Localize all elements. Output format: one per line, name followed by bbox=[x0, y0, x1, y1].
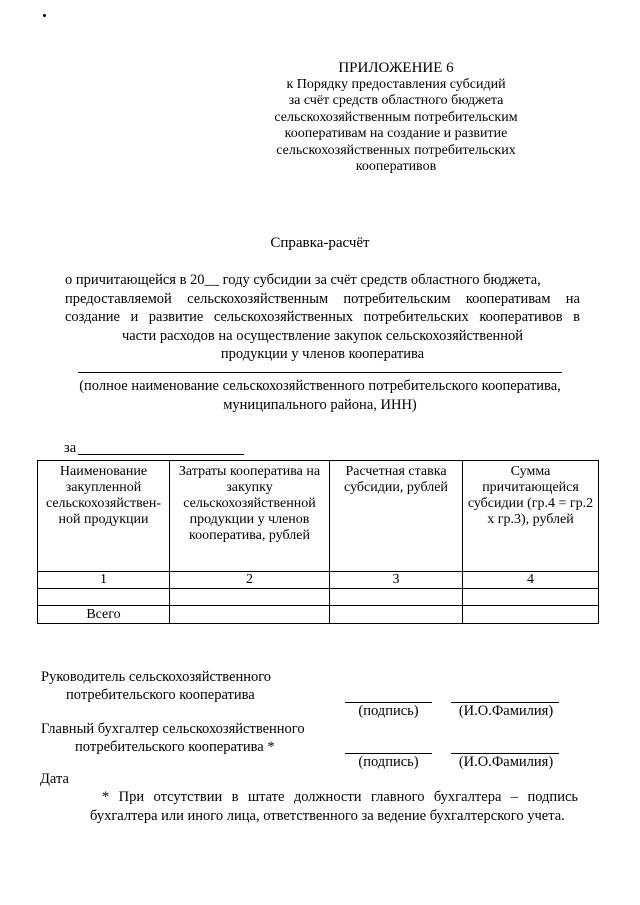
period-field-line[interactable] bbox=[78, 454, 244, 455]
cooperative-name-hint bbox=[0, 377, 640, 414]
appendix-line: к Порядку предоставления субсидий bbox=[286, 76, 506, 92]
appendix-line: сельскохозяйственным потребительским bbox=[274, 109, 518, 125]
table-cell[interactable] bbox=[463, 606, 599, 624]
appendix-header bbox=[258, 60, 534, 176]
column-number-row bbox=[38, 572, 599, 589]
appendix-line: кооперативам на создание и развитие bbox=[284, 126, 508, 141]
document-title: Справка-расчёт bbox=[270, 235, 370, 251]
header-subsidy-amount: Сумма причитающейся субсидии (гр.4 = гр.2 х гр.3), рублей bbox=[463, 461, 599, 572]
accountant-name-caption: (И.О.Фамилия) bbox=[458, 754, 554, 770]
head-title-line: потребительского кооператива bbox=[66, 687, 255, 703]
date-label: Дата bbox=[40, 771, 69, 787]
appendix-line: кооперативов bbox=[355, 159, 437, 174]
table-cell[interactable] bbox=[170, 589, 330, 606]
head-name-caption: (И.О.Фамилия) bbox=[458, 703, 554, 719]
accountant-title-line: Главный бухгалтер сельскохозяйственного bbox=[41, 721, 305, 737]
table-header-row bbox=[38, 461, 599, 572]
column-number: 4 bbox=[463, 572, 599, 589]
footnote bbox=[90, 788, 578, 825]
subject-line: создание и развитие сельскохозяйственных потребительских кооперативов в bbox=[65, 309, 580, 325]
footnote-line: * При отсутствии в штате должности главного бухгалтера – подпись bbox=[102, 789, 578, 805]
accountant-title-line: потребительского кооператива * bbox=[75, 739, 275, 755]
column-number: 1 bbox=[38, 572, 170, 589]
subject-line: части расходов на осуществление закупок сельскохозяйственной bbox=[121, 327, 524, 344]
table-row bbox=[38, 589, 599, 606]
accountant-signatory bbox=[41, 720, 305, 756]
subject-line: о причитающейся в 20__ году субсидии за счёт средств областного бюджета, bbox=[65, 272, 541, 288]
subject-line: продукции у членов кооператива bbox=[220, 346, 425, 362]
accountant-signature-caption: (подпись) bbox=[358, 754, 419, 770]
cooperative-name-line[interactable] bbox=[78, 372, 562, 373]
table-cell[interactable] bbox=[463, 589, 599, 606]
appendix-line: сельскохозяйственных потребительских bbox=[276, 142, 516, 158]
table-cell[interactable] bbox=[38, 589, 170, 606]
scan-speck bbox=[43, 14, 46, 17]
header-purchase-costs: Затраты кооператива на закупку сельскохозяйственной продукции у членов кооператива, рублей bbox=[170, 461, 330, 572]
head-signatory bbox=[41, 668, 271, 704]
table-cell[interactable] bbox=[330, 589, 463, 606]
period-label: за bbox=[64, 440, 77, 456]
head-title-line: Руководитель сельскохозяйственного bbox=[41, 669, 272, 685]
hint-line: (полное наименование сельскохозяйственного потребительского кооператива, bbox=[79, 378, 561, 394]
table-cell[interactable] bbox=[170, 606, 330, 624]
hint-line: муниципального района, ИНН) bbox=[223, 396, 417, 413]
total-label: Всего bbox=[38, 606, 170, 624]
column-number: 2 bbox=[170, 572, 330, 589]
head-signature-caption: (подпись) bbox=[358, 703, 419, 719]
calculation-table bbox=[37, 460, 599, 624]
appendix-title: ПРИЛОЖЕНИЕ 6 bbox=[338, 60, 454, 76]
footnote-line: бухгалтера или иного лица, ответственного за ведение бухгалтерского учета. bbox=[90, 807, 565, 824]
appendix-line: за счёт средств областного бюджета bbox=[288, 93, 504, 108]
table-cell[interactable] bbox=[330, 606, 463, 624]
header-subsidy-rate: Расчетная ставка субсидии, рублей bbox=[330, 461, 463, 572]
header-product-name: Наименование закупленной сельскохозяйствен-ной продукции bbox=[38, 461, 170, 572]
column-number: 3 bbox=[330, 572, 463, 589]
total-row bbox=[38, 606, 599, 624]
document-subject bbox=[65, 271, 580, 364]
subject-line: предоставляемой сельскохозяйственным потребительским кооперативам на bbox=[65, 290, 580, 307]
